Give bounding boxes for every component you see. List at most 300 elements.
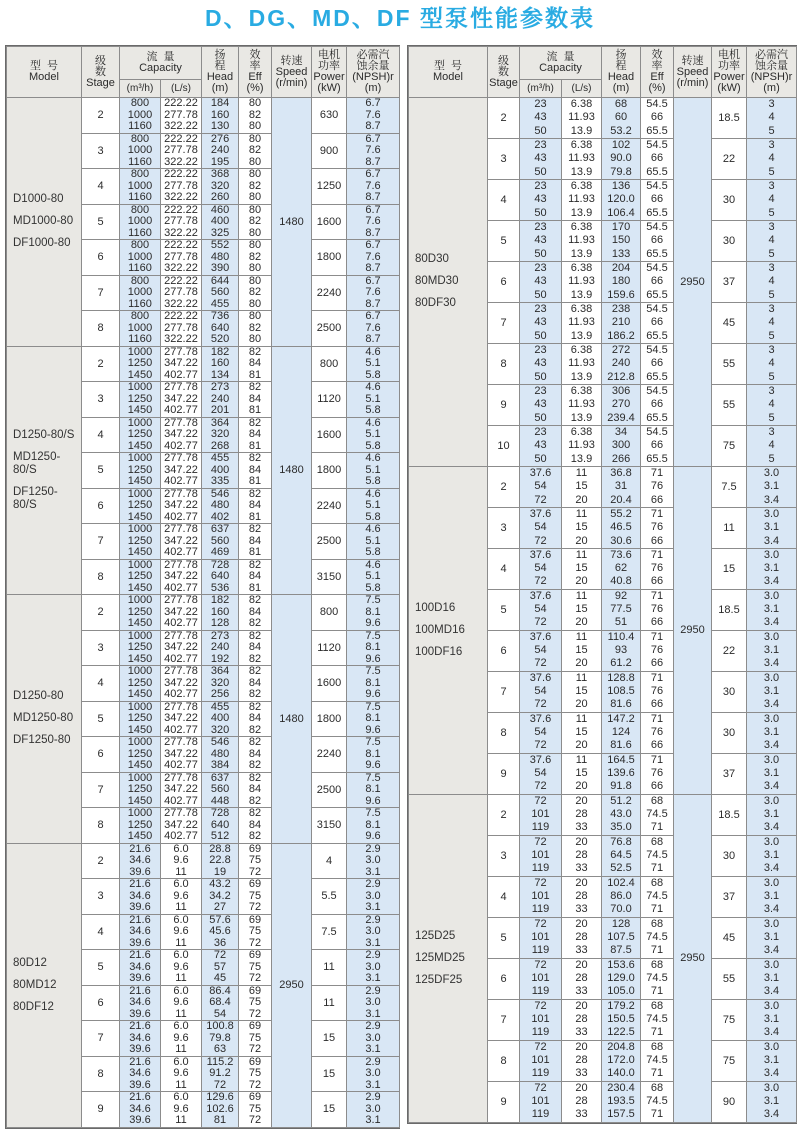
stage-cell: 7: [82, 275, 120, 311]
head-header: 扬 程 Head (m): [602, 47, 641, 98]
capacity-m3h-cell: 72 101 119: [520, 958, 562, 999]
eff-cell: 82 84 81: [239, 559, 272, 595]
stage-cell: 5: [82, 950, 120, 986]
stage-cell: 8: [488, 1040, 520, 1081]
capacity-m3h-cell: 37.6 54 72: [520, 753, 562, 794]
capacity-m3h-cell: 800 1000 1160: [120, 98, 161, 134]
stage-cell: 5: [82, 453, 120, 489]
capacity-m3h-cell: 72 101 119: [520, 876, 562, 917]
head-cell: 455 400 320: [202, 701, 239, 737]
eff-cell: 54.5 66 65.5: [641, 302, 674, 343]
stage-cell: 9: [488, 1081, 520, 1122]
eff-cell: 68 74.5 71: [641, 917, 674, 958]
head-cell: 68 60 53.2: [602, 98, 641, 139]
capacity-m3h-cell: 72 101 119: [520, 835, 562, 876]
power-cell: 15: [312, 1092, 347, 1128]
capacity-ls-cell: 20 28 33: [562, 876, 602, 917]
eff-cell: 54.5 66 65.5: [641, 98, 674, 139]
power-cell: 90: [712, 1081, 747, 1122]
head-cell: 72 57 45: [202, 950, 239, 986]
npsh-cell: 3.0 3.1 3.4: [747, 917, 797, 958]
stage-cell: 6: [488, 261, 520, 302]
npsh-cell: 3 4 5: [747, 138, 797, 179]
npsh-cell: 3 4 5: [747, 98, 797, 139]
head-cell: 43.2 34.2 27: [202, 879, 239, 915]
model-name: 80MD30: [415, 275, 459, 288]
head-cell: 57.6 45.6 36: [202, 914, 239, 950]
capacity-m3h-cell: 21.6 34.6 39.6: [120, 1056, 161, 1092]
model-name: 125DF25: [415, 973, 463, 986]
npsh-cell: 3 4 5: [747, 261, 797, 302]
capacity-ls-cell: 277.78 347.22 402.77: [161, 417, 202, 453]
capacity-m3h-cell: 23 43 50: [520, 220, 562, 261]
stage-cell: 9: [488, 384, 520, 425]
capacity-ls-header: (L/s): [161, 79, 202, 97]
eff-cell: 69 75 72: [239, 1092, 272, 1128]
stage-cell: 2: [488, 98, 520, 139]
stage-cell: 3: [488, 835, 520, 876]
stage-cell: 7: [82, 1021, 120, 1057]
eff-cell: 54.5 66 65.5: [641, 179, 674, 220]
capacity-ls-cell: 11 15 20: [562, 671, 602, 712]
capacity-m3h-cell: 72 101 119: [520, 999, 562, 1040]
capacity-m3h-cell: 23 43 50: [520, 138, 562, 179]
eff-cell: 69 75 72: [239, 1056, 272, 1092]
eff-cell: 54.5 66 65.5: [641, 384, 674, 425]
npsh-cell: 4.6 5.1 5.8: [347, 524, 400, 560]
power-cell: 3150: [312, 559, 347, 595]
capacity-m3h-cell: 37.6 54 72: [520, 589, 562, 630]
stage-cell: 8: [82, 808, 120, 844]
capacity-ls-cell: 11 15 20: [562, 712, 602, 753]
npsh-cell: 3.0 3.1 3.4: [747, 671, 797, 712]
speed-cell: 2950: [272, 843, 312, 1127]
npsh-cell: 7.5 8.1 9.6: [347, 737, 400, 773]
power-cell: 800: [312, 595, 347, 631]
stage-cell: 6: [82, 737, 120, 773]
model-cell: [409, 98, 488, 467]
npsh-cell: 3 4 5: [747, 302, 797, 343]
power-cell: 1800: [312, 240, 347, 276]
power-cell: 37: [712, 753, 747, 794]
eff-cell: 82 84 82: [239, 701, 272, 737]
capacity-ls-cell: 20 28 33: [562, 1081, 602, 1122]
eff-cell: 68 74.5 71: [641, 794, 674, 835]
eff-cell: 71 76 66: [641, 630, 674, 671]
head-cell: 637 560 469: [202, 524, 239, 560]
eff-cell: 71 76 66: [641, 671, 674, 712]
npsh-cell: 3 4 5: [747, 343, 797, 384]
head-cell: 86.4 68.4 54: [202, 985, 239, 1021]
head-cell: 455 400 335: [202, 453, 239, 489]
head-cell: 368 320 260: [202, 169, 239, 205]
capacity-ls-cell: 20 28 33: [562, 835, 602, 876]
stage-cell: 4: [82, 914, 120, 950]
model-name: D1250-80/S: [13, 428, 75, 441]
power-cell: 2500: [312, 524, 347, 560]
capacity-ls-cell: 6.0 9.6 11: [161, 985, 202, 1021]
model-name: 80DF30: [415, 297, 456, 310]
power-cell: 11: [312, 985, 347, 1021]
model-name: 100MD16: [415, 623, 465, 636]
capacity-ls-cell: 20 28 33: [562, 917, 602, 958]
capacity-m3h-cell: 800 1000 1160: [120, 133, 161, 169]
power-cell: 30: [712, 220, 747, 261]
capacity-m3h-cell: 1000 1250 1450: [120, 453, 161, 489]
model-header: 型 号 Model: [7, 47, 82, 98]
npsh-cell: 2.9 3.0 3.1: [347, 950, 400, 986]
head-cell: 204.8 172.0 140.0: [602, 1040, 641, 1081]
model-name: D1000-80: [13, 193, 64, 206]
head-cell: 129.6 102.6 81: [202, 1092, 239, 1128]
eff-cell: 68 74.5 71: [641, 876, 674, 917]
stage-cell: 6: [488, 958, 520, 999]
capacity-m3h-header: (m³/h): [520, 79, 562, 97]
stage-cell: 5: [82, 204, 120, 240]
capacity-m3h-cell: 800 1000 1160: [120, 169, 161, 205]
npsh-cell: 3.0 3.1 3.4: [747, 1040, 797, 1081]
power-cell: 900: [312, 133, 347, 169]
head-cell: 736 640 520: [202, 311, 239, 347]
npsh-cell: 4.6 5.1 5.8: [347, 453, 400, 489]
stage-cell: 5: [488, 917, 520, 958]
stage-cell: 6: [488, 630, 520, 671]
head-cell: 272 240 212.8: [602, 343, 641, 384]
npsh-cell: 2.9 3.0 3.1: [347, 879, 400, 915]
stage-cell: 9: [488, 753, 520, 794]
head-cell: 100.8 79.8 63: [202, 1021, 239, 1057]
capacity-m3h-cell: 21.6 34.6 39.6: [120, 1021, 161, 1057]
stage-cell: 4: [82, 417, 120, 453]
eff-cell: 80 82 80: [239, 311, 272, 347]
capacity-m3h-cell: 37.6 54 72: [520, 507, 562, 548]
speed-header: 转速 Speed (r/min): [674, 47, 712, 98]
power-cell: 30: [712, 712, 747, 753]
capacity-ls-cell: 6.0 9.6 11: [161, 1092, 202, 1128]
capacity-m3h-cell: 21.6 34.6 39.6: [120, 843, 161, 879]
stage-cell: 5: [488, 220, 520, 261]
capacity-ls-cell: 11 15 20: [562, 630, 602, 671]
npsh-cell: 7.5 8.1 9.6: [347, 808, 400, 844]
npsh-cell: 4.6 5.1 5.8: [347, 382, 400, 418]
npsh-cell: 3.0 3.1 3.4: [747, 630, 797, 671]
stage-cell: 8: [488, 343, 520, 384]
head-cell: 34 300 266: [602, 425, 641, 466]
head-cell: 728 640 512: [202, 808, 239, 844]
speed-cell: 2950: [674, 98, 712, 467]
eff-cell: 69 75 72: [239, 950, 272, 986]
capacity-m3h-cell: 800 1000 1160: [120, 275, 161, 311]
capacity-ls-cell: 6.0 9.6 11: [161, 843, 202, 879]
stage-cell: 6: [82, 985, 120, 1021]
capacity-ls-cell: 277.78 347.22 402.77: [161, 630, 202, 666]
stage-cell: 7: [488, 302, 520, 343]
power-cell: 2240: [312, 488, 347, 524]
head-cell: 552 480 390: [202, 240, 239, 276]
head-cell: 147.2 124 81.6: [602, 712, 641, 753]
npsh-cell: 6.7 7.6 8.7: [347, 98, 400, 134]
eff-cell: 80 82 80: [239, 133, 272, 169]
table-row: [7, 346, 400, 382]
capacity-m3h-cell: 21.6 34.6 39.6: [120, 914, 161, 950]
npsh-cell: 3 4 5: [747, 384, 797, 425]
capacity-m3h-cell: 21.6 34.6 39.6: [120, 950, 161, 986]
power-cell: 18.5: [712, 589, 747, 630]
power-cell: 30: [712, 671, 747, 712]
npsh-cell: 6.7 7.6 8.7: [347, 204, 400, 240]
capacity-m3h-cell: 72 101 119: [520, 794, 562, 835]
eff-cell: 80 82 80: [239, 98, 272, 134]
eff-cell: 80 82 80: [239, 204, 272, 240]
table-row: [7, 843, 400, 879]
eff-cell: 82 84 81: [239, 524, 272, 560]
capacity-m3h-cell: 37.6 54 72: [520, 548, 562, 589]
head-cell: 273 240 201: [202, 382, 239, 418]
capacity-m3h-cell: 37.6 54 72: [520, 466, 562, 507]
power-cell: 30: [712, 179, 747, 220]
npsh-cell: 3.0 3.1 3.4: [747, 589, 797, 630]
page-title: D、DG、MD、DF 型泵性能参数表: [205, 5, 595, 31]
capacity-m3h-cell: 1000 1250 1450: [120, 772, 161, 808]
power-cell: 800: [312, 346, 347, 382]
stage-cell: 4: [82, 666, 120, 702]
head-cell: 102.4 86.0 70.0: [602, 876, 641, 917]
npsh-cell: 2.9 3.0 3.1: [347, 1056, 400, 1092]
capacity-ls-cell: 6.38 11.93 13.9: [562, 425, 602, 466]
model-name: DF1250-80: [13, 734, 71, 747]
eff-cell: 71 76 66: [641, 712, 674, 753]
npsh-cell: 3.0 3.1 3.4: [747, 835, 797, 876]
model-name: 80MD12: [13, 978, 57, 991]
stage-cell: 3: [82, 133, 120, 169]
stage-cell: 2: [488, 794, 520, 835]
head-cell: 115.2 91.2 72: [202, 1056, 239, 1092]
power-cell: 3150: [312, 808, 347, 844]
power-cell: 4: [312, 843, 347, 879]
capacity-ls-header: (L/s): [562, 79, 602, 97]
eff-cell: 80 82 80: [239, 169, 272, 205]
eff-cell: 82 84 81: [239, 346, 272, 382]
capacity-ls-cell: 222.22 277.78 322.22: [161, 275, 202, 311]
capacity-ls-cell: 6.38 11.93 13.9: [562, 98, 602, 139]
head-cell: 276 240 195: [202, 133, 239, 169]
model-name: 125D25: [415, 929, 456, 942]
capacity-ls-cell: 277.78 347.22 402.77: [161, 524, 202, 560]
stage-cell: 3: [488, 507, 520, 548]
npsh-cell: 3.0 3.1 3.4: [747, 466, 797, 507]
stage-cell: 7: [488, 671, 520, 712]
model-name: 80DF12: [13, 1000, 54, 1013]
capacity-ls-cell: 11 15 20: [562, 466, 602, 507]
pump-table: [6, 46, 400, 1128]
npsh-cell: 3.0 3.1 3.4: [747, 712, 797, 753]
npsh-cell: 2.9 3.0 3.1: [347, 985, 400, 1021]
power-cell: 1800: [312, 701, 347, 737]
power-cell: 75: [712, 999, 747, 1040]
speed-cell: 1480: [272, 595, 312, 844]
npsh-cell: 3.0 3.1 3.4: [747, 794, 797, 835]
capacity-ls-cell: 6.0 9.6 11: [161, 1056, 202, 1092]
npsh-cell: 6.7 7.6 8.7: [347, 133, 400, 169]
stage-cell: 5: [488, 589, 520, 630]
power-cell: 11: [312, 950, 347, 986]
eff-cell: 68 74.5 71: [641, 835, 674, 876]
model-name: MD1250-80: [13, 712, 74, 725]
capacity-m3h-cell: 800 1000 1160: [120, 311, 161, 347]
speed-cell: 2950: [674, 794, 712, 1122]
head-cell: 128 107.5 87.5: [602, 917, 641, 958]
head-cell: 182 160 134: [202, 346, 239, 382]
eff-cell: 68 74.5 71: [641, 1081, 674, 1122]
capacity-ls-cell: 277.78 347.22 402.77: [161, 595, 202, 631]
capacity-ls-cell: 277.78 347.22 402.77: [161, 701, 202, 737]
capacity-ls-cell: 277.78 347.22 402.77: [161, 666, 202, 702]
npsh-cell: 3.0 3.1 3.4: [747, 999, 797, 1040]
capacity-m3h-cell: 23 43 50: [520, 384, 562, 425]
speed-cell: 1480: [272, 346, 312, 595]
eff-header: 效 率 Eff (%): [641, 47, 674, 98]
pump-table: [408, 46, 797, 1123]
stage-cell: 10: [488, 425, 520, 466]
power-cell: 2500: [312, 311, 347, 347]
stage-cell: 2: [82, 843, 120, 879]
head-cell: 179.2 150.5 122.5: [602, 999, 641, 1040]
npsh-cell: 3.0 3.1 3.4: [747, 958, 797, 999]
stage-cell: 5: [82, 701, 120, 737]
power-cell: 15: [312, 1021, 347, 1057]
power-cell: 18.5: [712, 98, 747, 139]
power-cell: 1600: [312, 204, 347, 240]
power-cell: 1120: [312, 382, 347, 418]
stage-cell: 4: [488, 548, 520, 589]
capacity-ls-cell: 6.38 11.93 13.9: [562, 220, 602, 261]
eff-cell: 54.5 66 65.5: [641, 220, 674, 261]
stage-cell: 7: [82, 772, 120, 808]
capacity-m3h-cell: 23 43 50: [520, 302, 562, 343]
capacity-m3h-header: (m³/h): [120, 79, 161, 97]
npsh-cell: 3.0 3.1 3.4: [747, 876, 797, 917]
npsh-header: 必需汽 蚀余量 (NPSH)r (m): [747, 47, 797, 98]
npsh-cell: 6.7 7.6 8.7: [347, 275, 400, 311]
stage-cell: 8: [82, 1056, 120, 1092]
model-name: 80D30: [415, 253, 449, 266]
power-cell: 18.5: [712, 794, 747, 835]
eff-cell: 80 82 80: [239, 275, 272, 311]
capacity-ls-cell: 277.78 347.22 402.77: [161, 346, 202, 382]
capacity-m3h-cell: 1000 1250 1450: [120, 346, 161, 382]
model-header: 型 号 Model: [409, 47, 488, 98]
stage-header: 级 数 Stage: [82, 47, 120, 98]
capacity-ls-cell: 222.22 277.78 322.22: [161, 169, 202, 205]
capacity-header: 流 量 Capacity: [520, 47, 602, 80]
stage-cell: 2: [82, 98, 120, 134]
npsh-cell: 2.9 3.0 3.1: [347, 1092, 400, 1128]
head-cell: 230.4 193.5 157.5: [602, 1081, 641, 1122]
eff-cell: 68 74.5 71: [641, 999, 674, 1040]
speed-cell: 2950: [674, 466, 712, 794]
stage-cell: 8: [488, 712, 520, 753]
head-cell: 460 400 325: [202, 204, 239, 240]
stage-cell: 7: [82, 524, 120, 560]
pump-table-right: [407, 45, 797, 1124]
model-cell: [409, 794, 488, 1122]
capacity-m3h-cell: 23 43 50: [520, 261, 562, 302]
head-cell: 170 150 133: [602, 220, 641, 261]
power-cell: 22: [712, 630, 747, 671]
npsh-cell: 2.9 3.0 3.1: [347, 843, 400, 879]
capacity-ls-cell: 222.22 277.78 322.22: [161, 311, 202, 347]
capacity-m3h-cell: 1000 1250 1450: [120, 559, 161, 595]
speed-cell: 1480: [272, 98, 312, 347]
capacity-m3h-cell: 37.6 54 72: [520, 630, 562, 671]
npsh-cell: 6.7 7.6 8.7: [347, 240, 400, 276]
capacity-ls-cell: 20 28 33: [562, 999, 602, 1040]
model-cell: [7, 595, 82, 844]
capacity-m3h-cell: 23 43 50: [520, 98, 562, 139]
npsh-cell: 2.9 3.0 3.1: [347, 914, 400, 950]
stage-cell: 3: [82, 382, 120, 418]
capacity-m3h-cell: 1000 1250 1450: [120, 595, 161, 631]
head-cell: 110.4 93 61.2: [602, 630, 641, 671]
power-cell: 1600: [312, 666, 347, 702]
npsh-cell: 2.9 3.0 3.1: [347, 1021, 400, 1057]
npsh-cell: 4.6 5.1 5.8: [347, 559, 400, 595]
head-cell: 164.5 139.6 91.8: [602, 753, 641, 794]
head-cell: 728 640 536: [202, 559, 239, 595]
header-row: [7, 47, 400, 80]
npsh-cell: 7.5 8.1 9.6: [347, 666, 400, 702]
table-row: [409, 794, 797, 835]
capacity-ls-cell: 6.38 11.93 13.9: [562, 302, 602, 343]
capacity-m3h-cell: 72 101 119: [520, 917, 562, 958]
head-cell: 546 480 402: [202, 488, 239, 524]
capacity-ls-cell: 6.38 11.93 13.9: [562, 384, 602, 425]
npsh-cell: 3 4 5: [747, 179, 797, 220]
power-cell: 75: [712, 1040, 747, 1081]
capacity-ls-cell: 6.0 9.6 11: [161, 914, 202, 950]
model-cell: [7, 346, 82, 595]
capacity-ls-cell: 277.78 347.22 402.77: [161, 382, 202, 418]
model-name: 100DF16: [415, 645, 463, 658]
power-cell: 2240: [312, 737, 347, 773]
head-cell: 637 560 448: [202, 772, 239, 808]
eff-header: 效 率 Eff (%): [239, 47, 272, 98]
npsh-cell: 7.5 8.1 9.6: [347, 772, 400, 808]
capacity-ls-cell: 11 15 20: [562, 753, 602, 794]
table-row: [409, 98, 797, 139]
capacity-ls-cell: 277.78 347.22 402.77: [161, 737, 202, 773]
capacity-m3h-cell: 1000 1250 1450: [120, 630, 161, 666]
head-cell: 644 560 455: [202, 275, 239, 311]
eff-cell: 71 76 66: [641, 753, 674, 794]
eff-cell: 80 82 80: [239, 240, 272, 276]
capacity-m3h-cell: 1000 1250 1450: [120, 737, 161, 773]
power-cell: 45: [712, 302, 747, 343]
stage-header: 级 数 Stage: [488, 47, 520, 98]
power-cell: 7.5: [312, 914, 347, 950]
capacity-ls-cell: 6.38 11.93 13.9: [562, 138, 602, 179]
head-cell: 546 480 384: [202, 737, 239, 773]
stage-cell: 8: [82, 559, 120, 595]
model-name: 125MD25: [415, 951, 465, 964]
eff-cell: 69 75 72: [239, 985, 272, 1021]
eff-cell: 71 76 66: [641, 507, 674, 548]
head-cell: 364 320 256: [202, 666, 239, 702]
head-cell: 92 77.5 51: [602, 589, 641, 630]
capacity-ls-cell: 6.38 11.93 13.9: [562, 261, 602, 302]
stage-cell: 8: [82, 311, 120, 347]
capacity-ls-cell: 277.78 347.22 402.77: [161, 772, 202, 808]
